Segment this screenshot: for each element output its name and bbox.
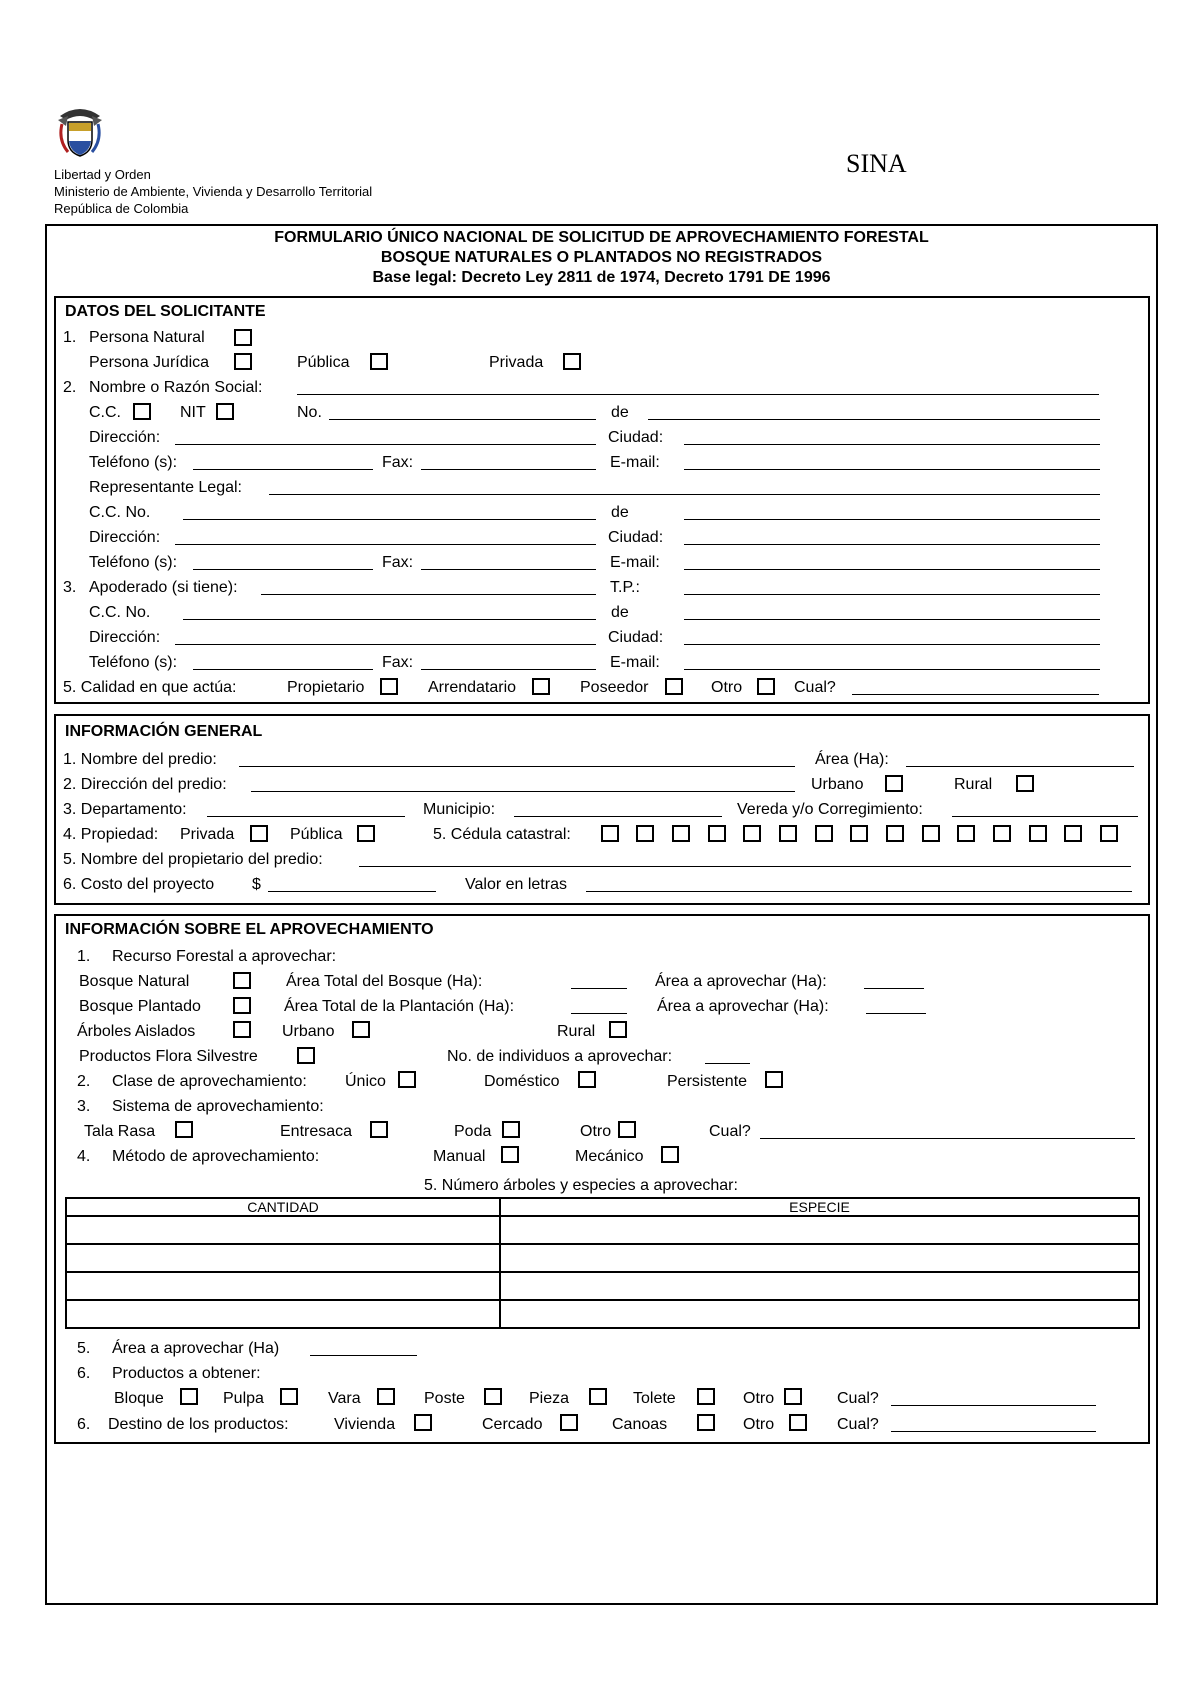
form-title-3: Base legal: Decreto Ley 2811 de 1974, Decreto 1791 DE 1996 — [372, 269, 831, 286]
area-aprovechar-label: Área a aprovechar (Ha): — [655, 973, 827, 990]
item-number: 1. — [63, 329, 77, 346]
direccion-label: Dirección: — [89, 429, 161, 446]
propiedad-privada-checkbox[interactable] — [250, 825, 268, 842]
table-row — [66, 1272, 1139, 1300]
poste-label: Poste — [424, 1390, 465, 1407]
pulpa-label: Pulpa — [223, 1390, 264, 1407]
apo-ciudad-field[interactable] — [684, 644, 1100, 645]
cedula-digit-box[interactable] — [1100, 825, 1118, 842]
publica-label: Pública — [290, 826, 343, 843]
area-total-bosque-field[interactable] — [571, 988, 627, 989]
id-number-field[interactable] — [329, 419, 596, 420]
area-aprovechar2-field[interactable] — [310, 1355, 417, 1356]
persona-natural-label: Persona Natural — [89, 329, 205, 346]
de-label: de — [611, 604, 629, 621]
cedula-digit-box[interactable] — [850, 825, 868, 842]
email-label: E-mail: — [610, 454, 660, 471]
de-label: de — [611, 504, 629, 521]
section-title-solicitante: DATOS DEL SOLICITANTE — [65, 303, 266, 320]
representante-label: Representante Legal: — [89, 479, 242, 496]
no-label: No. — [297, 404, 322, 421]
vivienda-label: Vivienda — [334, 1416, 396, 1433]
cual-field[interactable] — [852, 694, 1099, 695]
vereda-field[interactable] — [952, 816, 1138, 817]
vara-label: Vara — [328, 1390, 361, 1407]
form-title-2: BOSQUE NATURALES O PLANTADOS NO REGISTRADOS — [380, 249, 823, 266]
cantidad-cell[interactable] — [66, 1272, 500, 1300]
item-number: 4. — [77, 1148, 91, 1165]
ciudad-label: Ciudad: — [608, 629, 664, 646]
area-total-bosque-label: Área Total del Bosque (Ha): — [286, 973, 483, 990]
area-aprovechar-bosque-field[interactable] — [864, 988, 924, 989]
cercado-checkbox[interactable] — [560, 1414, 578, 1431]
item-number: 6. — [77, 1365, 91, 1382]
valor-letras-field[interactable] — [586, 891, 1132, 892]
cedula-label: 5. Cédula catastral: — [433, 826, 571, 843]
cual-label: Cual? — [837, 1390, 879, 1407]
bosque-natural-label: Bosque Natural — [79, 973, 190, 990]
email-label: E-mail: — [610, 654, 660, 671]
item-number: 2. — [77, 1073, 91, 1090]
especie-cell[interactable] — [500, 1216, 1139, 1244]
apo-fax-field[interactable] — [421, 669, 596, 670]
item-number: 5. — [77, 1340, 91, 1357]
representante-field[interactable] — [269, 494, 1100, 495]
flora-label: Productos Flora Silvestre — [79, 1048, 258, 1065]
rep-ciudad-field[interactable] — [684, 544, 1100, 545]
cedula-digit-box[interactable] — [708, 825, 726, 842]
country-text: República de Colombia — [54, 201, 189, 216]
pieza-checkbox[interactable] — [589, 1388, 607, 1405]
productos-label: Productos a obtener: — [112, 1365, 261, 1382]
area-field[interactable] — [906, 766, 1134, 767]
rep-cc-field[interactable] — [183, 519, 596, 520]
metodo-label: Método de aprovechamiento: — [112, 1148, 320, 1165]
bosque-plantado-label: Bosque Plantado — [79, 998, 201, 1015]
costo-label: 6. Costo del proyecto — [63, 876, 215, 893]
aislados-urbano-checkbox[interactable] — [352, 1021, 370, 1038]
nombre-field[interactable] — [297, 394, 1099, 395]
apo-cc-field[interactable] — [183, 619, 596, 620]
poda-checkbox[interactable] — [502, 1121, 520, 1138]
vivienda-checkbox[interactable] — [414, 1414, 432, 1431]
cc-no-label: C.C. No. — [89, 604, 151, 621]
propietario-predio-field[interactable] — [359, 866, 1131, 867]
otro-label: Otro — [743, 1390, 775, 1407]
manual-checkbox[interactable] — [501, 1146, 519, 1163]
cedula-digit-box[interactable] — [601, 825, 619, 842]
destino-otro-checkbox[interactable] — [789, 1414, 807, 1431]
direccion-predio-field[interactable] — [251, 791, 795, 792]
destino-label: Destino de los productos: — [108, 1416, 289, 1433]
cedula-digit-box[interactable] — [957, 825, 975, 842]
ministry-text: Ministerio de Ambiente, Vivienda y Desarrollo Territorial — [54, 184, 373, 199]
sina-label: SINA — [846, 149, 907, 178]
vereda-label: Vereda y/o Corregimiento: — [737, 801, 923, 818]
rep-email-field[interactable] — [684, 569, 1100, 570]
area-aprovechar-plantado-field[interactable] — [866, 1013, 926, 1014]
cual-label: Cual? — [794, 679, 836, 696]
cedula-digit-box[interactable] — [636, 825, 654, 842]
rural-label: Rural — [557, 1023, 596, 1040]
entresaca-label: Entresaca — [280, 1123, 353, 1140]
apo-cc-city-field[interactable] — [684, 619, 1100, 620]
propietario-checkbox[interactable] — [380, 678, 398, 695]
arboles-aislados-checkbox[interactable] — [233, 1021, 251, 1038]
item-number: 2. — [63, 379, 77, 396]
productos-cual-field[interactable] — [891, 1405, 1096, 1406]
ciudad-label: Ciudad: — [608, 529, 664, 546]
direccion-label: Dirección: — [89, 529, 161, 546]
apo-email-field[interactable] — [684, 669, 1100, 670]
dollar-sign: $ — [252, 876, 261, 893]
vara-checkbox[interactable] — [377, 1388, 395, 1405]
cedula-digit-box[interactable] — [1029, 825, 1047, 842]
cual-label: Cual? — [709, 1123, 751, 1140]
otro-label: Otro — [743, 1416, 775, 1433]
poseedor-checkbox[interactable] — [665, 678, 683, 695]
rep-cc-city-field[interactable] — [684, 519, 1100, 520]
species-table — [65, 1197, 1140, 1329]
ciudad-label: Ciudad: — [608, 429, 664, 446]
cantidad-cell[interactable] — [66, 1244, 500, 1272]
arrendatario-checkbox[interactable] — [532, 678, 550, 695]
domestico-label: Doméstico — [484, 1073, 560, 1090]
fax-label: Fax: — [382, 554, 414, 571]
bosque-plantado-checkbox[interactable] — [233, 997, 251, 1014]
individuos-label: No. de individuos a aprovechar: — [447, 1048, 673, 1065]
calidad-label: 5. Calidad en que actúa: — [63, 679, 237, 696]
rep-fax-field[interactable] — [421, 569, 596, 570]
persona-juridica-label: Persona Jurídica — [89, 354, 210, 371]
tala-rasa-label: Tala Rasa — [84, 1123, 156, 1140]
form-title-1: FORMULARIO ÚNICO NACIONAL DE SOLICITUD DE APROVECHAMIENTO FORESTAL — [274, 229, 929, 246]
valor-letras-label: Valor en letras — [465, 876, 567, 893]
direccion-field[interactable] — [175, 444, 596, 445]
costo-field[interactable] — [268, 891, 436, 892]
area-total-plantacion-field[interactable] — [571, 1013, 627, 1014]
fax-field[interactable] — [421, 469, 596, 470]
domestico-checkbox[interactable] — [578, 1071, 596, 1088]
table-row — [66, 1300, 1139, 1328]
pieza-label: Pieza — [529, 1390, 570, 1407]
otro-label: Otro — [711, 679, 743, 696]
tp-field[interactable] — [684, 594, 1100, 595]
poseedor-label: Poseedor — [580, 679, 649, 696]
canoas-checkbox[interactable] — [697, 1414, 715, 1431]
municipio-label: Municipio: — [423, 801, 496, 818]
cedula-digit-box[interactable] — [743, 825, 761, 842]
recurso-label: Recurso Forestal a aprovechar: — [112, 948, 337, 965]
section-title-aprovechamiento: INFORMACIÓN SOBRE EL APROVECHAMIENTO — [65, 921, 434, 938]
especie-cell[interactable] — [500, 1244, 1139, 1272]
mecanico-label: Mecánico — [575, 1148, 644, 1165]
privada-label: Privada — [180, 826, 235, 843]
propiedad-label: 4. Propiedad: — [63, 826, 159, 843]
persistente-label: Persistente — [667, 1073, 748, 1090]
id-city-field[interactable] — [648, 419, 1100, 420]
canoas-label: Canoas — [612, 1416, 668, 1433]
table-row — [66, 1244, 1139, 1272]
cedula-digit-box[interactable] — [779, 825, 797, 842]
fax-label: Fax: — [382, 454, 414, 471]
departamento-field[interactable] — [207, 816, 405, 817]
numero-arboles-label: 5. Número árboles y especies a aprovechar: — [424, 1177, 738, 1194]
propietario-predio-label: 5. Nombre del propietario del predio: — [63, 851, 323, 868]
cc-checkbox[interactable] — [133, 403, 151, 420]
propiedad-publica-checkbox[interactable] — [357, 825, 375, 842]
tp-label: T.P.: — [610, 579, 640, 596]
propietario-label: Propietario — [287, 679, 365, 696]
section-general — [54, 714, 1150, 905]
de-label: de — [611, 404, 629, 421]
tolete-checkbox[interactable] — [697, 1388, 715, 1405]
persona-natural-checkbox[interactable] — [234, 329, 252, 346]
area-label: Área (Ha): — [815, 751, 889, 768]
clase-label: Clase de aprovechamiento: — [112, 1073, 307, 1090]
apo-direccion-field[interactable] — [175, 644, 596, 645]
motto-text: Libertad y Orden — [54, 167, 151, 182]
area-aprovechar2-label: Área a aprovechar (Ha) — [112, 1340, 280, 1357]
cedula-digit-box[interactable] — [993, 825, 1011, 842]
area-aprovechar-label: Área a aprovechar (Ha): — [657, 998, 829, 1015]
especie-cell[interactable] — [500, 1272, 1139, 1300]
aislados-rural-checkbox[interactable] — [609, 1021, 627, 1038]
poda-label: Poda — [454, 1123, 492, 1140]
cc-label: C.C. — [89, 404, 121, 421]
apo-telefono-field[interactable] — [193, 669, 373, 670]
cedula-digit-box[interactable] — [1064, 825, 1082, 842]
persona-juridica-checkbox[interactable] — [234, 353, 252, 370]
rural-label: Rural — [954, 776, 993, 793]
table-row — [66, 1216, 1139, 1244]
privada-checkbox[interactable] — [563, 353, 581, 370]
arboles-aislados-label: Árboles Aislados — [77, 1023, 196, 1040]
unico-label: Único — [345, 1073, 386, 1090]
rural-checkbox[interactable] — [1016, 775, 1034, 792]
bloque-checkbox[interactable] — [180, 1388, 198, 1405]
individuos-field[interactable] — [705, 1063, 750, 1064]
unico-checkbox[interactable] — [398, 1071, 416, 1088]
privada-label: Privada — [489, 354, 544, 371]
item-number: 6. — [77, 1416, 91, 1433]
telefono-label: Teléfono (s): — [89, 554, 178, 571]
direccion-label: Dirección: — [89, 629, 161, 646]
telefono-label: Teléfono (s): — [89, 654, 178, 671]
table-header-especie: ESPECIE — [500, 1198, 1139, 1216]
cc-no-label: C.C. No. — [89, 504, 151, 521]
bosque-natural-checkbox[interactable] — [233, 972, 251, 989]
tolete-label: Tolete — [633, 1390, 676, 1407]
cual-label: Cual? — [837, 1416, 879, 1433]
direccion-predio-label: 2. Dirección del predio: — [63, 776, 227, 793]
mecanico-checkbox[interactable] — [661, 1146, 679, 1163]
departamento-label: 3. Departamento: — [63, 801, 187, 818]
cedula-digit-box[interactable] — [815, 825, 833, 842]
otro-checkbox[interactable] — [757, 678, 775, 695]
email-label: E-mail: — [610, 554, 660, 571]
apoderado-label: Apoderado (si tiene): — [89, 579, 238, 596]
cantidad-cell[interactable] — [66, 1216, 500, 1244]
otro-label: Otro — [580, 1123, 612, 1140]
publica-label: Pública — [297, 354, 350, 371]
bloque-label: Bloque — [114, 1390, 164, 1407]
cedula-digit-box[interactable] — [886, 825, 904, 842]
publica-checkbox[interactable] — [370, 353, 388, 370]
area-total-plantacion-label: Área Total de la Plantación (Ha): — [284, 998, 515, 1015]
arrendatario-label: Arrendatario — [428, 679, 517, 696]
persistente-checkbox[interactable] — [765, 1071, 783, 1088]
apoderado-field[interactable] — [261, 594, 596, 595]
fax-label: Fax: — [382, 654, 414, 671]
productos-otro-checkbox[interactable] — [784, 1388, 802, 1405]
email-field[interactable] — [684, 469, 1100, 470]
urbano-label: Urbano — [282, 1023, 335, 1040]
poste-checkbox[interactable] — [484, 1388, 502, 1405]
table-header-cantidad: CANTIDAD — [66, 1198, 500, 1216]
telefono-field[interactable] — [193, 469, 373, 470]
entresaca-checkbox[interactable] — [370, 1121, 388, 1138]
municipio-field[interactable] — [514, 816, 722, 817]
item-number: 1. — [77, 948, 91, 965]
especie-cell[interactable] — [500, 1300, 1139, 1328]
sistema-cual-field[interactable] — [760, 1138, 1135, 1139]
cedula-digit-box[interactable] — [922, 825, 940, 842]
item-number: 3. — [77, 1098, 91, 1115]
cedula-digit-box[interactable] — [672, 825, 690, 842]
predio-field[interactable] — [239, 766, 795, 767]
flora-checkbox[interactable] — [297, 1047, 315, 1064]
nit-checkbox[interactable] — [216, 403, 234, 420]
nit-label: NIT — [180, 404, 206, 421]
urbano-label: Urbano — [811, 776, 864, 793]
sistema-otro-checkbox[interactable] — [618, 1121, 636, 1138]
ciudad-field[interactable] — [684, 444, 1100, 445]
tala-rasa-checkbox[interactable] — [175, 1121, 193, 1138]
section-solicitante — [54, 296, 1150, 704]
telefono-label: Teléfono (s): — [89, 454, 178, 471]
rep-telefono-field[interactable] — [193, 569, 373, 570]
manual-label: Manual — [433, 1148, 486, 1165]
sistema-label: Sistema de aprovechamiento: — [112, 1098, 324, 1115]
nombre-label: Nombre o Razón Social: — [89, 379, 263, 396]
urbano-checkbox[interactable] — [885, 775, 903, 792]
item-number: 3. — [63, 579, 77, 596]
section-title-general: INFORMACIÓN GENERAL — [65, 723, 263, 740]
rep-direccion-field[interactable] — [175, 544, 596, 545]
cantidad-cell[interactable] — [66, 1300, 500, 1328]
predio-label: 1. Nombre del predio: — [63, 751, 217, 768]
pulpa-checkbox[interactable] — [280, 1388, 298, 1405]
cercado-label: Cercado — [482, 1416, 543, 1433]
colombia-coat-of-arms-icon — [54, 106, 106, 162]
destino-cual-field[interactable] — [891, 1431, 1096, 1432]
